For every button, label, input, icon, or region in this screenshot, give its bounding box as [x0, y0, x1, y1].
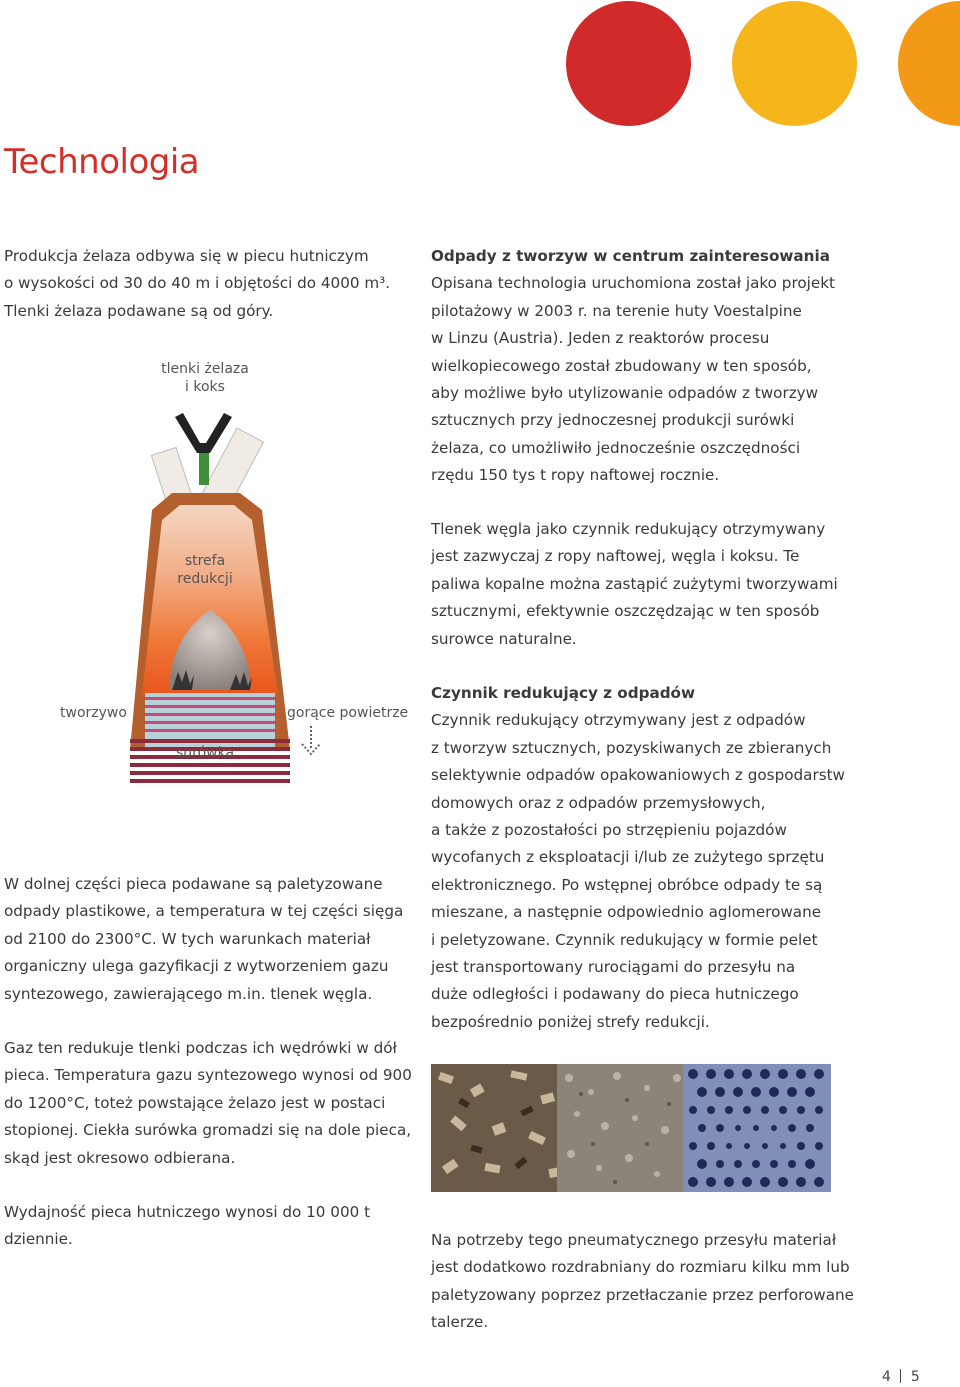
page-title: Technologia — [4, 142, 200, 182]
text-line: elektronicznego. Po wstępnej obróbce odpady te są — [431, 875, 823, 894]
label-hot-air: gorące powietrze — [287, 705, 409, 721]
text-line: do 1200°C, toteż powstające żelazo jest w postaci — [4, 1093, 386, 1112]
text-line: w Linzu (Austria). Jeden z reaktorów procesu — [431, 329, 770, 348]
text-line: dziennie. — [4, 1230, 73, 1249]
right-section-2 — [431, 516, 838, 653]
text-line: od 2100 do 2300°C. W tych warunkach materiał — [4, 929, 371, 948]
red-circle — [566, 1, 691, 126]
label-iron-oxides — [150, 360, 260, 396]
text-line: sztucznych przy jednoczesnej produkcji surówki — [431, 411, 795, 430]
text-line: jest transportowany rurociągami do przesyłu na — [431, 958, 796, 977]
page-number-left: 4 — [882, 1369, 891, 1385]
right-section-1 — [431, 243, 835, 490]
text-line: aby możliwe było utylizowanie odpadów z tworzyw — [431, 384, 819, 403]
text-line: selektywnie odpadów opakowaniowych z gospodarstw — [431, 766, 845, 785]
yellow-circle — [732, 1, 857, 126]
text-line: Na potrzeby tego pneumatycznego przesyłu materiał — [431, 1231, 837, 1249]
text-line: talerze. — [431, 1313, 489, 1332]
right-section-4 — [431, 1227, 854, 1337]
text-line: Opisana technologia uruchomiona został jako projekt — [431, 274, 835, 293]
intro-paragraph — [4, 243, 390, 325]
gas-paragraph — [4, 1035, 412, 1172]
text-line: pilotażowy w 2003 r. na terenie huty Voestalpine — [431, 301, 802, 320]
text-line: rzędu 150 tys t ropy naftowej rocznie. — [431, 466, 720, 485]
text-line: sztucznymi, efektywnie oszczędzając w ten sposób — [431, 602, 820, 621]
text-line: Czynnik redukujący otrzymywany jest z odpadów — [431, 711, 806, 730]
text-line: o wysokości od 30 do 40 m i objętości do 4000 m³. — [4, 274, 391, 293]
page-number-divider — [900, 1369, 901, 1383]
text-line: i peletyzowane. Czynnik redukujący w formie pelet — [431, 930, 818, 949]
label-pig-iron: surówka — [175, 745, 235, 761]
text-line: Gaz ten redukuje tlenki podczas ich wędrówki w dół — [4, 1039, 397, 1057]
text-line: paliwa kopalne można zastąpić zużytymi tworzywami — [431, 574, 838, 593]
text-line: z tworzyw sztucznych, pozyskiwanych ze zbieranych — [431, 738, 832, 757]
text-line: Wydajność pieca hutniczego wynosi do 10 000 t — [4, 1203, 371, 1221]
text-line: bezpośrednio poniżej strefy redukcji. — [431, 1012, 710, 1031]
section-heading: Odpady z tworzyw w centrum zainteresowania — [431, 247, 830, 265]
label-line: redukcji — [177, 571, 233, 587]
text-line: Tlenek węgla jako czynnik redukujący otrzymywany — [431, 520, 826, 538]
text-line: mieszane, a następnie odpowiednio aglomerowane — [431, 903, 822, 922]
text-line: surowce naturalne. — [431, 629, 577, 648]
orange-circle — [898, 1, 960, 126]
text-line: paletyzowany poprzez przetłaczanie przez perforowane — [431, 1285, 855, 1304]
text-line: odpady plastikowe, a temperatura w tej części sięga — [4, 902, 404, 921]
label-line: strefa — [184, 553, 226, 569]
text-line: Produkcja żelaza odbywa się w piecu hutniczym — [4, 247, 369, 265]
text-line: syntezowego, zawierającego m.in. tlenek węgla. — [4, 984, 373, 1003]
text-line: W dolnej części pieca podawane są paletyzowane — [4, 875, 383, 893]
text-line: wielkopiecowego został zbudowany w ten sposób, — [431, 356, 812, 375]
text-line: jest zazwyczaj z ropy naftowej, węgla i koksu. Te — [431, 547, 800, 566]
lower-zone-paragraph — [4, 871, 403, 1008]
text-line: Tlenki żelaza podawane są od góry. — [4, 301, 274, 320]
text-line: a także z pozostałości po strzępieniu pojazdów — [431, 821, 787, 840]
text-line: duże odległości i podawany do pieca hutniczego — [431, 985, 799, 1004]
text-line: jest dodatkowo rozdrabniany do rozmiaru kilku mm lub — [431, 1258, 850, 1277]
label-plastic: tworzywo — [60, 705, 127, 721]
page-number-right: 5 — [910, 1369, 920, 1385]
text-line: żelaza, co umożliwiło jednocześnie oszczędności — [431, 438, 801, 457]
text-line: skąd jest okresowo odbierana. — [4, 1148, 236, 1167]
down-arrow-icon — [299, 724, 323, 758]
text-line: domowych oraz z odpadów przemysłowych, — [431, 793, 766, 812]
section-heading: Czynnik redukujący z odpadów — [431, 684, 696, 702]
page-number — [882, 1369, 920, 1385]
label-reduction-zone — [160, 552, 250, 588]
text-line: wycofanych z eksploatacji i/lub ze zużytego sprzętu — [431, 848, 825, 867]
perforated-plate-photo — [683, 1064, 831, 1192]
text-line: organiczny ulega gazyfikacji z wytworzeniem gazu — [4, 957, 389, 976]
right-section-3 — [431, 680, 845, 1036]
label-line: i koks — [185, 379, 225, 395]
output-paragraph — [4, 1199, 370, 1254]
label-line: tlenki żelaza — [161, 361, 249, 377]
text-line: stopionej. Ciekła surówka gromadzi się na dole pieca, — [4, 1121, 412, 1140]
text-line: pieca. Temperatura gazu syntezowego wynosi od 900 — [4, 1066, 412, 1085]
